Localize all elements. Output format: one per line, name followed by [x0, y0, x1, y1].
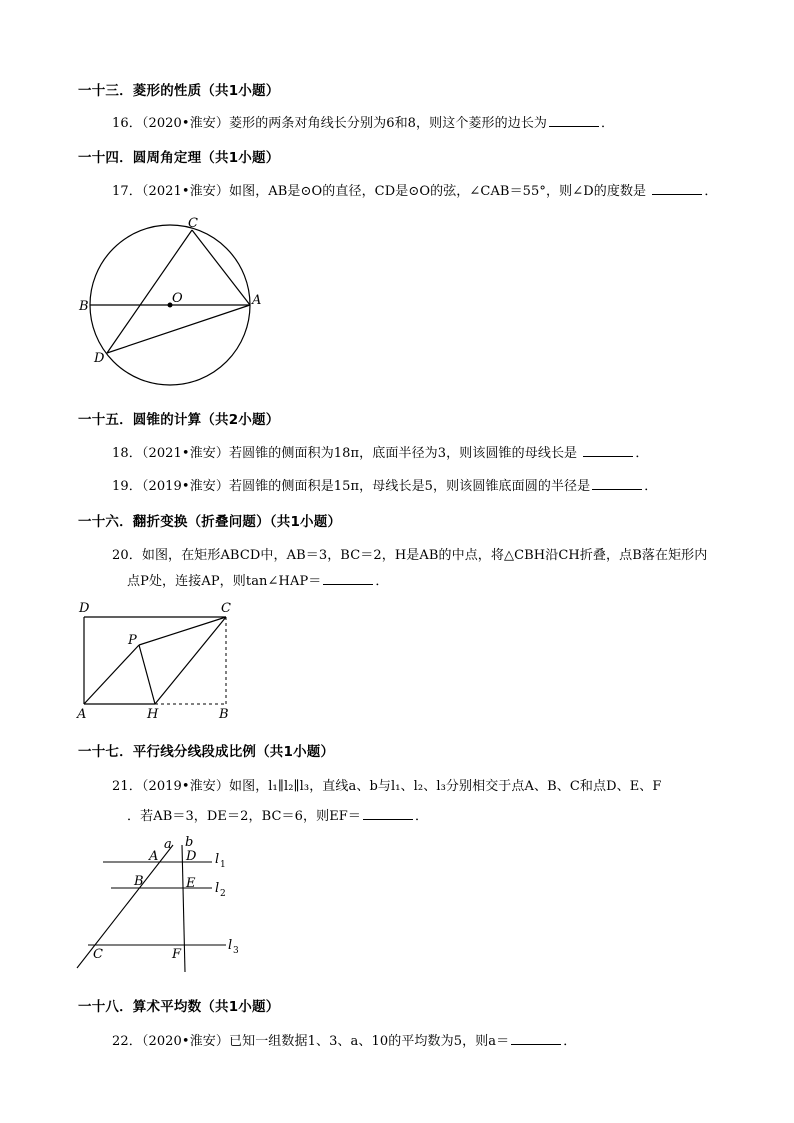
line-b	[182, 845, 185, 972]
problem-17-tail: ．	[704, 184, 718, 199]
par-label-l2-sub: 2	[220, 889, 226, 899]
section-heading-13: 一十三．菱形的性质（共1小题）	[78, 83, 280, 99]
section-heading-16: 一十六．翻折变换（折叠问题）（共1小题）	[78, 514, 342, 530]
problem-16-tail: ．	[601, 116, 615, 131]
problem-22-text: 22．（2020•淮安）已知一组数据1、3、a、10的平均数为5，则a＝	[112, 1034, 510, 1049]
par-label-D: D	[186, 849, 197, 864]
problem-21-tail: ．	[415, 809, 429, 824]
problem-22-tail: ．	[563, 1034, 577, 1049]
problem-21-cont-text: ．若AB＝3，DE＝2，BC＝6，则EF＝	[127, 809, 362, 824]
problem-22	[112, 1030, 576, 1049]
problem-18-tail: ．	[635, 446, 649, 461]
problem-19-text: 19．（2019•淮安）若圆锥的侧面积是15π，母线长是5，则该圆锥底面圆的半径是	[112, 479, 591, 494]
section-heading-18: 一十八．算术平均数（共1小题）	[78, 999, 280, 1015]
circle-label-c: C	[188, 216, 198, 231]
answer-blank-22[interactable]	[511, 1032, 561, 1045]
par-label-E: E	[186, 876, 196, 891]
par-label-a: a	[164, 837, 172, 852]
circle-label-b: B	[79, 299, 89, 314]
rect-label-h: H	[147, 707, 159, 722]
rect-label-d: D	[79, 601, 90, 616]
problem-21-text: 21．（2019•淮安）如图，l₁∥l₂∥l₃，直线a、b与l₁、l₂、l₃分别相交于点A、B、C和点D、E、F	[112, 779, 662, 794]
par-label-b: b	[185, 835, 194, 850]
rect-label-b: B	[219, 707, 229, 722]
problem-20-tail: ．	[375, 574, 389, 589]
par-label-l1-sub: 1	[220, 860, 226, 870]
par-label-l3: l	[228, 938, 233, 953]
par-label-l2: l	[215, 881, 220, 896]
par-label-A: A	[149, 849, 159, 864]
rect-label-c: C	[221, 601, 231, 616]
circle-label-a: A	[252, 293, 262, 308]
rect-label-p: P	[128, 633, 137, 648]
problem-20-cont-text: 点P处，连接AP，则tan∠HAP＝	[127, 574, 322, 589]
problem-18-text: 18．（2021•淮安）若圆锥的侧面积为18π，底面半径为3，则该圆锥的母线长是	[112, 446, 582, 461]
circle-label-o: O	[172, 291, 183, 306]
par-label-F: F	[172, 947, 182, 962]
rect-label-a: A	[77, 707, 87, 722]
section-heading-17: 一十七．平行线分线段成比例（共1小题）	[78, 744, 335, 760]
problem-16-text: 16．（2020•淮安）菱形的两条对角线长分别为6和8，则这个菱形的边长为	[112, 116, 548, 131]
par-label-B: B	[134, 874, 144, 889]
par-label-l3-sub: 3	[233, 946, 239, 956]
circle-label-d: D	[94, 351, 105, 366]
problem-20-text: 20．如图，在矩形ABCD中，AB＝3，BC＝2，H是AB的中点，将△CBH沿CH折叠，点B落在矩形内	[112, 548, 708, 563]
section-heading-14: 一十四．圆周角定理（共1小题）	[78, 150, 280, 166]
par-label-C: C	[93, 947, 103, 962]
line-a	[77, 845, 173, 968]
section-heading-15: 一十五．圆锥的计算（共2小题）	[78, 412, 280, 428]
problem-17-text: 17．（2021•淮安）如图，AB是⊙O的直径，CD是⊙O的弦，∠CAB＝55°，则∠D的度数是	[112, 184, 651, 199]
problem-19-tail: ．	[644, 479, 658, 494]
par-label-l1: l	[215, 852, 220, 867]
